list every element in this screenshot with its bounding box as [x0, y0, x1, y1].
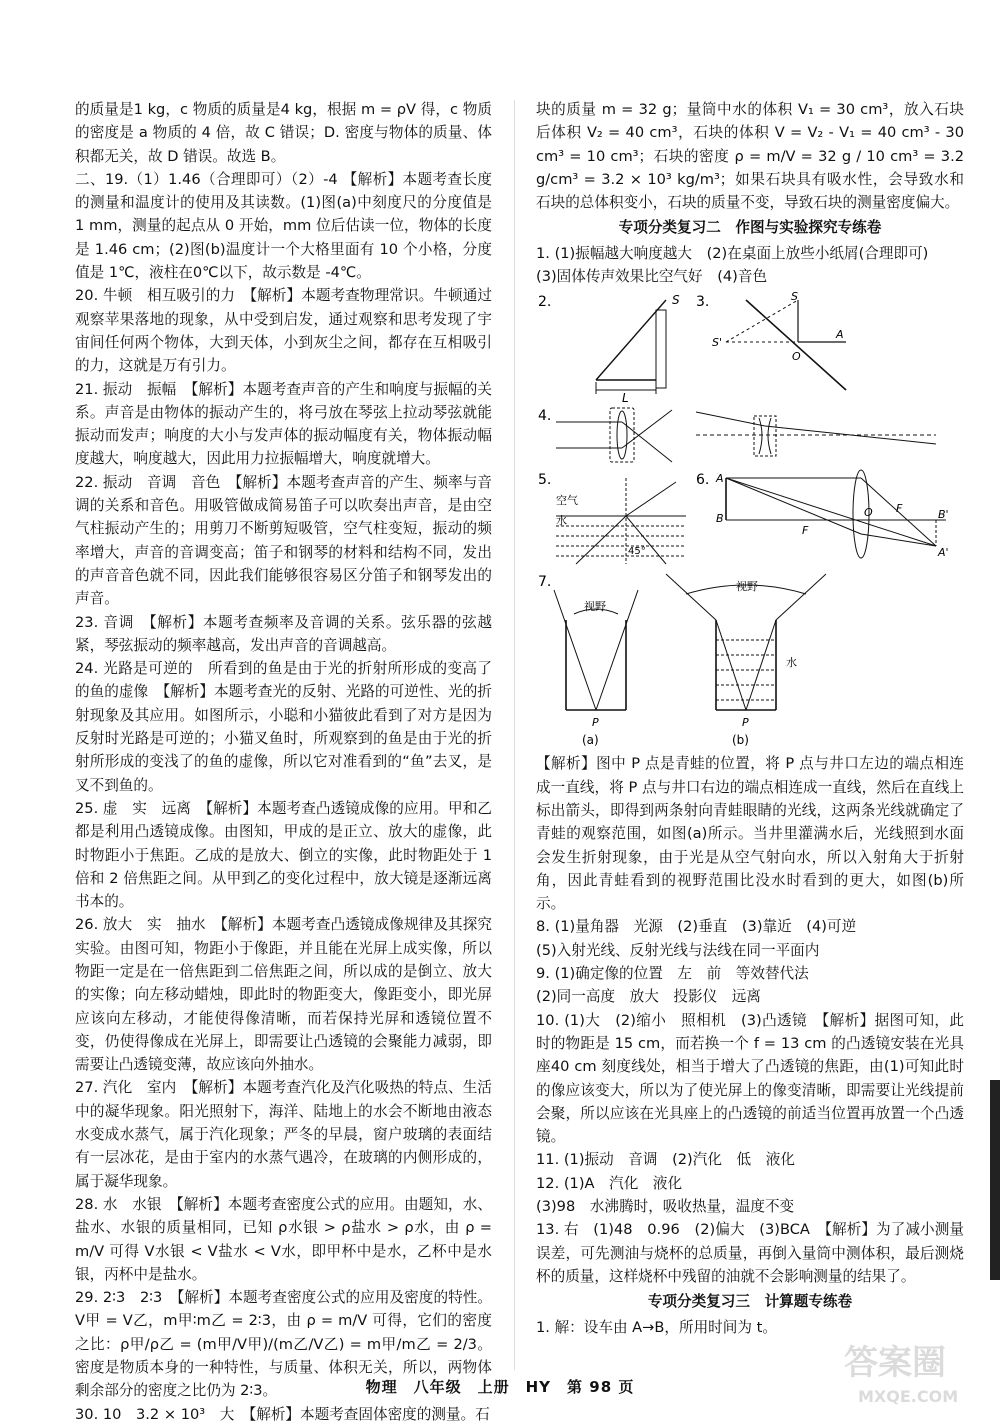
section-title: 专项分类复习二 作图与实验探究专练卷 [618, 219, 882, 237]
ray-line [776, 574, 826, 620]
label-S-prime: S' [712, 336, 723, 350]
watermark-url: MXQE.COM [858, 1387, 959, 1406]
figure-7 [536, 570, 964, 750]
label-air: 空气 [556, 494, 578, 508]
lens-box [610, 408, 634, 462]
left-paragraph: 23. 音调 【解析】本题考查频率及音调的关系。弦乐器的弦越紧，琴弦振动的频率越高，发出声音的音调越高。 [75, 613, 492, 654]
label-view: 视野 [736, 580, 758, 594]
label-water: 水 [786, 656, 797, 670]
dashed-line [726, 300, 798, 342]
left-paragraph: 26. 放大 实 抽水 【解析】本题考查凸透镜成像规律及其探究实验。由图可知，物距小于像距，并且能在光屏上成实像，所以物距一定是在一倍焦距到二倍焦距之间，所以成的是倒立、放大的实像；向左移动蜡烛，即此时的物距变大，像距变小，即光屏应该向左移动，才能使得像清晰，而若保持光屏和透镜位置不变，仍使得像成在光屏上，即需要让凸透镜的会聚能力减弱，即需要让凸透镜变薄，故应该向外抽水。 [75, 916, 492, 1074]
answer-item: 13. 右 (1)48 0.96 (2)偏大 (3)BCA 【解析】为了减小测量误差，可先测油与烧杯的总质量，再倒入量筒中测体积，最后测烧杯的质量，这样烧杯中残留的油就不会影响测量的结果了。 [536, 1221, 964, 1285]
answer-item: 1. (1)振幅越大响度越大 (2)在桌面上放些小纸屑(合理即可) (3)固体传声效果比空气好 (4)音色 [536, 244, 929, 286]
label-S: S [672, 293, 680, 308]
ray-line [726, 478, 861, 534]
answer-item: 9. (1)确定像的位置 左 前 等效替代法 [536, 965, 809, 983]
label-A: A [836, 328, 844, 342]
mirror-line [746, 300, 846, 390]
label-P: P [592, 716, 599, 730]
answer-item: 1. 解：设车由 A→B，所用时间为 t。 [536, 1318, 777, 1336]
left-paragraph: 28. 水 水银 【解析】本题考查密度公式的应用。由题知，水、盐水、水银的质量相同，已知 ρ水银 > ρ盐水 > ρ水，由 ρ = m/V 可得 V水银 < V盐水 < V水，即甲杯中是水，乙杯中是水银，丙杯中是盐水。 [75, 1195, 492, 1283]
lens-box [754, 416, 776, 456]
label-A-prime: A' [938, 546, 949, 560]
label-water: 水 [556, 514, 567, 528]
right-intro: 块的质量 m = 32 g；量筒中水的体积 V₁ = 30 cm³，放入石块后体积 V₂ = 40 cm³，石块的体积 V = V₂ - V₁ = 40 cm³ - 30 cm³ = 10 cm³；石块的密度 ρ = m/V = 32 g / 10 cm³ = 3.2 g/cm³ = 3.2 × 10³ kg/m³；如果石块具有吸水性，会导致水和石块的总体积变小，石块的质量不变，导致石块的测量密度偏大。 [536, 101, 964, 212]
ray-line [726, 478, 936, 546]
page-footer: 物理 八年级 上册 HY 第 98 页 [365, 1378, 635, 1396]
watermark-logo [838, 1330, 988, 1410]
label-F: F [802, 524, 809, 538]
section-title: 专项分类复习三 计算题专练卷 [647, 1293, 853, 1311]
label-S: S [791, 290, 798, 304]
label-B-prime: B' [938, 508, 949, 522]
left-paragraph: 30. 10 3.2 × 10³ 大 【解析】本题考查固体密度的测量。石 [75, 1405, 490, 1423]
column-divider [514, 100, 515, 1370]
label-angle: 45° [628, 546, 646, 558]
right-column [536, 98, 964, 1339]
answer-item: 11. (1)振动 音调 (2)汽化 低 液化 [536, 1151, 795, 1169]
label-O: O [864, 506, 873, 520]
figure-number: 5. [538, 472, 552, 489]
label-F: F [896, 502, 903, 516]
figure-number: 4. [538, 408, 552, 425]
answer-item: (5)入射光线、反射光线与法线在同一平面内 [536, 941, 820, 959]
left-paragraph: 21. 振动 振幅 【解析】本题考查声音的产生和响度与振幅的关系。声音是由物体的振动产生的，将弓放在琴弦上拉动琴弦就能振动而发声；响度的大小与发声体的振动幅度有关，物体振动幅度越大，响度越大，因此用力拉振幅增大，响度就增大。 [75, 380, 492, 468]
figure-number: 6. [696, 472, 710, 489]
label-B: B [716, 512, 724, 526]
answer-item: 12. (1)A 汽化 液化 [536, 1174, 683, 1192]
answer-item: 10. (1)大 (2)缩小 照相机 (3)凸透镜 【解析】据图可知，此时的物距是 15 cm，而若换一个 f = 13 cm 的凸透镜安装在光具座40 cm 刻度线处，相当于增大了凸透镜的焦距，由(1)可知此时的像应该变大，所以为了使光屏上的像变清晰，即需要让光线提前会聚，所以应该在光具座上的凸透镜的前适当位置再放置一个凸透镜。 [536, 1011, 964, 1146]
left-paragraph: 22. 振动 音调 音色 【解析】本题考查声音的产生、频率与音调的关系和音色。用吸管做成简易笛子可以吹奏出声音，是由空气柱振动产生的；用剪刀不断剪短吸管，空气柱变短，振动的频率增大，声音的音调变高；笛子和钢琴的材料和结构不同，发出的声音音色就不同，因此我们能够很容易区分笛子和钢琴发出的声音。 [75, 473, 492, 608]
left-paragraph: 25. 虚 实 远离 【解析】本题考查凸透镜成像的应用。甲和乙都是利用凸透镜成像。由图知，甲成的是正立、放大的虚像，此时物距小于焦距。乙成的是放大、倒立的实像，此时物距处于 1 倍和 2 倍焦距之间。从甲到乙的变化过程中，放大镜是逐渐远离书本的。 [75, 799, 492, 911]
page-edge-mark [990, 1080, 1000, 1280]
left-column [75, 98, 492, 1426]
label-A: A [716, 472, 724, 486]
figure-number: 7. [538, 574, 552, 591]
left-paragraph: 20. 牛顿 相互吸引的力 【解析】本题考查物理常识。牛顿通过观察苹果落地的现象，从中受到启发，通过观察和思考发现了宇宙间任何两个物体，大到天体，小到灰尘之间，都存在互相吸引的力，这就是万有引力。 [75, 287, 492, 375]
figure-5-6 [536, 468, 964, 568]
answer-item: (2)同一高度 放大 投影仪 远离 [536, 988, 761, 1006]
figure-4 [536, 404, 964, 466]
caption-b: (b) [732, 733, 749, 748]
ray-line [716, 620, 746, 710]
figure-2-3 [536, 290, 964, 402]
left-paragraph: 二、19.（1）1.46（合理即可）（2）-4 【解析】本题考查长度的测量和温度计的使用及其读数。(1)图(a)中刻度尺的分度值是 1 mm，测量的起点从 0 开始，mm 位后估读一位，物体的长度是 1.46 cm；(2)图(b)温度计一个大格里面有 10 个小格，分度值是 1℃，液柱在0℃以下，故示数是 -4℃。 [75, 170, 492, 282]
left-paragraph: 27. 汽化 室内 【解析】本题考查汽化及汽化吸热的特点、生活中的凝华现象。阳光照射下，海洋、陆地上的水会不断地由液态水变成水蒸气，属于汽化现象；严冬的早晨，窗户玻璃的表面结有一层冰花，是由于室内的水蒸气遇冷，在玻璃的内侧形成的，属于凝华现象。 [75, 1079, 492, 1190]
convex-lens [617, 411, 627, 459]
ray-line [696, 412, 765, 426]
ray-line [666, 574, 716, 620]
label-L: L [622, 391, 629, 403]
left-paragraph: 24. 光路是可逆的 所看到的鱼是由于光的折射所形成的变高了的鱼的虚像 【解析】本题考查光的反射、光路的可逆性、光的折射现象及其应用。如图所示，小聪和小猫彼此看到了对方是因为反射时光路是可逆的；小猫叉鱼时，所观察到的鱼是由于光的折射所形成的变浅了的鱼的虚像，所以它对准看到的“鱼”去叉，是叉不到鱼的。 [75, 660, 492, 794]
concave-lens [759, 418, 771, 454]
ray-line [576, 516, 626, 564]
watermark-text: 答案圈 [844, 1343, 946, 1383]
figure-number: 3. [696, 294, 710, 311]
ray-line [746, 620, 776, 710]
label-view: 视野 [584, 600, 606, 614]
caption-a: (a) [582, 733, 599, 748]
answer-item: 8. (1)量角器 光源 (2)垂直 (3)靠近 (4)可逆 [536, 918, 857, 936]
ray-line [626, 482, 676, 516]
figure-number: 2. [538, 294, 552, 311]
mirror-shape [656, 310, 666, 388]
label-P: P [742, 716, 749, 730]
label-O: O [792, 350, 801, 364]
analysis-7: 【解析】图中 P 点是青蛙的位置，将 P 点与井口左边的端点相连成一直线，将 P 点与井口右边的端点相连成一直线，然后在直线上标出箭头，即得到两条射向青蛙眼睛的光线，这两条光线就确定了青蛙的观察范围，如图(a)所示。当井里灌满水后，光线照到水面会发生折射现象，由于光是从空气射向水，所以入射角大于折射角，因此青蛙看到的视野范围比没水时看到的更大，如图(b)所示。 [536, 755, 964, 913]
answer-item: (3)98 水沸腾时，吸收热量，温度不变 [536, 1198, 795, 1216]
left-paragraph: 的质量是1 kg，c 物质的质量是4 kg，根据 m = ρV 得，c 物质的密度是 a 物质的 4 倍，故 C 错误；D. 密度与物体的质量、体积都无关，故 D 错误。故选 B。 [75, 101, 492, 165]
left-paragraph: 29. 2∶3 2∶3 【解析】本题考查密度公式的应用及密度的特性。V甲 = V乙，m甲∶m乙 = 2∶3，由 ρ = m/V 可得，它们的密度之比：ρ甲/ρ乙 = (m甲/V甲)/(m乙/V乙) = m甲/m乙 = 2/3。密度是物质本身的一种特性，与质量、体积无关，所以，两物体剩余部分的密度之比仍为 2∶3。 [75, 1289, 492, 1400]
